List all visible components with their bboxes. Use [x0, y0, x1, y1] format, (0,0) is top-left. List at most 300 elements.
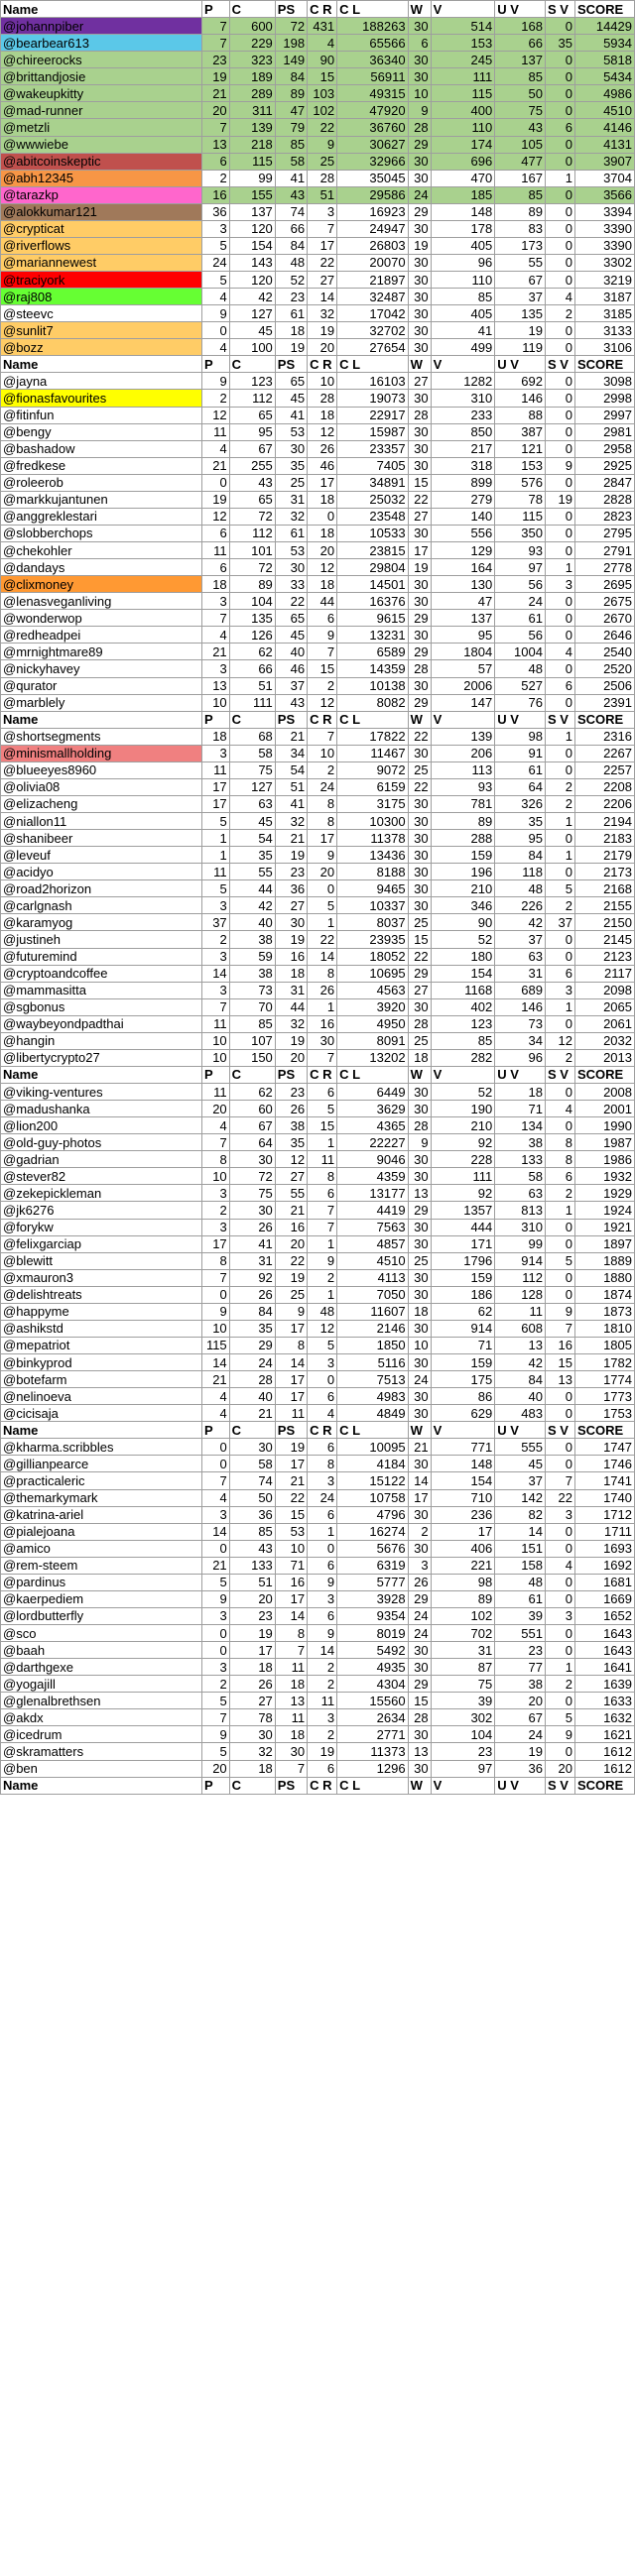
column-header: U V	[495, 1, 546, 18]
value-cell-c-r: 3	[308, 1354, 337, 1371]
column-header: Name	[1, 1, 202, 18]
username-cell: @jayna	[1, 373, 202, 390]
column-header: C R	[308, 1777, 337, 1794]
value-cell-s-v: 5	[545, 1709, 574, 1726]
value-cell-p: 3	[202, 1659, 230, 1676]
value-cell-w: 30	[408, 1084, 431, 1101]
username-cell: @nickyhavey	[1, 660, 202, 677]
value-cell-c: 120	[229, 220, 275, 237]
value-cell-u-v: 67	[495, 1709, 546, 1726]
column-header: P	[202, 1, 230, 18]
value-cell-v: 104	[431, 1726, 495, 1743]
value-cell-c-r: 6	[308, 1388, 337, 1405]
value-cell-c: 107	[229, 1032, 275, 1049]
column-header: W	[408, 1777, 431, 1794]
value-cell-ps: 44	[275, 998, 307, 1015]
value-cell-score: 4131	[574, 136, 634, 153]
value-cell-ps: 32	[275, 508, 307, 525]
value-cell-w: 30	[408, 1235, 431, 1252]
column-header: C R	[308, 1422, 337, 1439]
value-cell-v: 111	[431, 68, 495, 85]
value-cell-c: 30	[229, 1726, 275, 1743]
value-cell-u-v: 61	[495, 610, 546, 627]
value-cell-c: 85	[229, 1015, 275, 1032]
value-cell-score: 3106	[574, 339, 634, 356]
table-row	[1, 660, 635, 677]
value-cell-c: 59	[229, 948, 275, 965]
username-cell: @metzli	[1, 119, 202, 136]
column-header: W	[408, 356, 431, 373]
value-cell-v: 1804	[431, 644, 495, 660]
value-cell-c: 43	[229, 1540, 275, 1557]
value-cell-v: 130	[431, 576, 495, 593]
value-cell-ps: 22	[275, 593, 307, 610]
value-cell-ps: 27	[275, 1168, 307, 1185]
value-cell-s-v: 4	[545, 1101, 574, 1117]
value-cell-score: 1621	[574, 1726, 634, 1743]
value-cell-u-v: 692	[495, 373, 546, 390]
table-row	[1, 965, 635, 982]
table-row	[1, 1084, 635, 1101]
username-cell: @waybeyondpadthai	[1, 1015, 202, 1032]
value-cell-c: 67	[229, 440, 275, 457]
value-cell-ps: 38	[275, 1117, 307, 1134]
value-cell-ps: 32	[275, 1015, 307, 1032]
value-cell-score: 1681	[574, 1574, 634, 1590]
value-cell-ps: 40	[275, 644, 307, 660]
value-cell-s-v: 5	[545, 880, 574, 897]
table-row	[1, 998, 635, 1015]
value-cell-p: 21	[202, 644, 230, 660]
value-cell-s-v: 0	[545, 102, 574, 119]
value-cell-c: 85	[229, 1523, 275, 1540]
value-cell-s-v: 6	[545, 1168, 574, 1185]
value-cell-c-l: 4563	[337, 982, 409, 998]
value-cell-c-l: 32966	[337, 153, 409, 170]
header-row	[1, 1, 635, 18]
value-cell-c-r: 28	[308, 390, 337, 407]
table-row	[1, 1235, 635, 1252]
value-cell-ps: 31	[275, 982, 307, 998]
value-cell-c-l: 22917	[337, 407, 409, 423]
value-cell-c-r: 20	[308, 864, 337, 880]
value-cell-v: 190	[431, 1101, 495, 1117]
value-cell-c-r: 22	[308, 254, 337, 271]
table-row	[1, 1590, 635, 1607]
value-cell-score: 2695	[574, 576, 634, 593]
value-cell-c-l: 32702	[337, 322, 409, 339]
value-cell-v: 89	[431, 1590, 495, 1607]
value-cell-v: 310	[431, 390, 495, 407]
value-cell-v: 57	[431, 660, 495, 677]
value-cell-score: 5934	[574, 35, 634, 52]
value-cell-ps: 18	[275, 965, 307, 982]
value-cell-p: 14	[202, 1354, 230, 1371]
value-cell-p: 3	[202, 897, 230, 914]
value-cell-p: 19	[202, 491, 230, 508]
value-cell-v: 75	[431, 1676, 495, 1693]
value-cell-ps: 8	[275, 1625, 307, 1642]
value-cell-s-v: 0	[545, 203, 574, 220]
value-cell-s-v: 0	[545, 1405, 574, 1422]
value-cell-w: 30	[408, 1320, 431, 1337]
value-cell-ps: 85	[275, 136, 307, 153]
username-cell: @old-guy-photos	[1, 1134, 202, 1151]
table-row	[1, 610, 635, 627]
value-cell-c: 29	[229, 1337, 275, 1353]
value-cell-v: 175	[431, 1371, 495, 1388]
value-cell-score: 1633	[574, 1693, 634, 1709]
value-cell-s-v: 0	[545, 136, 574, 153]
value-cell-p: 6	[202, 525, 230, 541]
column-header: Name	[1, 1422, 202, 1439]
value-cell-p: 10	[202, 1049, 230, 1066]
value-cell-c: 112	[229, 390, 275, 407]
username-cell: @minismallholding	[1, 745, 202, 761]
value-cell-c-l: 9072	[337, 761, 409, 778]
value-cell-c-l: 10695	[337, 965, 409, 982]
value-cell-w: 30	[408, 440, 431, 457]
value-cell-s-v: 35	[545, 35, 574, 52]
value-cell-score: 2958	[574, 440, 634, 457]
value-cell-c-l: 10300	[337, 813, 409, 830]
username-cell: @olivia08	[1, 778, 202, 795]
value-cell-c-l: 8188	[337, 864, 409, 880]
column-header: U V	[495, 1777, 546, 1794]
value-cell-score: 2316	[574, 728, 634, 745]
username-cell: @raj808	[1, 289, 202, 305]
value-cell-c: 54	[229, 830, 275, 847]
value-cell-c: 31	[229, 1252, 275, 1269]
value-cell-p: 3	[202, 1185, 230, 1202]
value-cell-c-l: 16274	[337, 1523, 409, 1540]
value-cell-c-r: 15	[308, 1117, 337, 1134]
value-cell-score: 2506	[574, 677, 634, 694]
value-cell-s-v: 0	[545, 1743, 574, 1760]
value-cell-ps: 36	[275, 880, 307, 897]
value-cell-ps: 65	[275, 373, 307, 390]
value-cell-c: 66	[229, 660, 275, 677]
value-cell-c: 137	[229, 203, 275, 220]
value-cell-c: 133	[229, 1557, 275, 1574]
value-cell-w: 27	[408, 982, 431, 998]
value-cell-ps: 17	[275, 1456, 307, 1472]
value-cell-u-v: 97	[495, 559, 546, 576]
column-header: C L	[337, 1, 409, 18]
value-cell-v: 115	[431, 85, 495, 102]
value-cell-v: 86	[431, 1388, 495, 1405]
value-cell-c: 89	[229, 576, 275, 593]
value-cell-p: 10	[202, 1032, 230, 1049]
value-cell-w: 30	[408, 170, 431, 186]
value-cell-ps: 53	[275, 423, 307, 440]
value-cell-v: 92	[431, 1134, 495, 1151]
value-cell-p: 5	[202, 237, 230, 254]
value-cell-c: 35	[229, 847, 275, 864]
table-row	[1, 576, 635, 593]
table-row	[1, 186, 635, 203]
value-cell-c-l: 7405	[337, 457, 409, 474]
value-cell-u-v: 153	[495, 457, 546, 474]
value-cell-score: 2823	[574, 508, 634, 525]
table-row	[1, 1371, 635, 1388]
column-header: W	[408, 1066, 431, 1083]
value-cell-c-l: 29804	[337, 559, 409, 576]
value-cell-w: 30	[408, 1354, 431, 1371]
value-cell-c: 111	[229, 694, 275, 711]
value-cell-score: 2150	[574, 914, 634, 931]
value-cell-score: 2032	[574, 1032, 634, 1049]
value-cell-c-r: 4	[308, 35, 337, 52]
value-cell-c: 30	[229, 1151, 275, 1168]
value-cell-c: 75	[229, 761, 275, 778]
value-cell-s-v: 0	[545, 254, 574, 271]
value-cell-s-v: 37	[545, 914, 574, 931]
value-cell-c: 73	[229, 982, 275, 998]
value-cell-c: 58	[229, 1456, 275, 1472]
value-cell-c-r: 24	[308, 778, 337, 795]
value-cell-u-v: 73	[495, 1015, 546, 1032]
value-cell-w: 9	[408, 1134, 431, 1151]
value-cell-v: 180	[431, 948, 495, 965]
value-cell-ps: 72	[275, 18, 307, 35]
table-row	[1, 1472, 635, 1489]
table-row	[1, 1101, 635, 1117]
value-cell-score: 1741	[574, 1472, 634, 1489]
column-header: Name	[1, 711, 202, 728]
username-cell: @alokkumar121	[1, 203, 202, 220]
value-cell-score: 3302	[574, 254, 634, 271]
value-cell-p: 37	[202, 914, 230, 931]
value-cell-c-r: 7	[308, 220, 337, 237]
value-cell-p: 3	[202, 1607, 230, 1624]
value-cell-u-v: 119	[495, 339, 546, 356]
value-cell-w: 30	[408, 339, 431, 356]
table-row	[1, 897, 635, 914]
value-cell-score: 1612	[574, 1743, 634, 1760]
username-cell: @jk6276	[1, 1202, 202, 1219]
column-header: S V	[545, 1777, 574, 1794]
value-cell-c-l: 2146	[337, 1320, 409, 1337]
value-cell-w: 30	[408, 1219, 431, 1235]
value-cell-score: 3394	[574, 203, 634, 220]
value-cell-s-v: 0	[545, 1439, 574, 1456]
value-cell-u-v: 813	[495, 1202, 546, 1219]
value-cell-s-v: 1	[545, 1659, 574, 1676]
value-cell-v: 129	[431, 542, 495, 559]
value-cell-ps: 16	[275, 1219, 307, 1235]
value-cell-c-r: 12	[308, 559, 337, 576]
value-cell-u-v: 85	[495, 68, 546, 85]
value-cell-score: 2540	[574, 644, 634, 660]
value-cell-score: 3133	[574, 322, 634, 339]
value-cell-s-v: 1	[545, 847, 574, 864]
value-cell-p: 3	[202, 982, 230, 998]
value-cell-u-v: 38	[495, 1134, 546, 1151]
value-cell-v: 710	[431, 1489, 495, 1506]
value-cell-p: 18	[202, 728, 230, 745]
username-cell: @rem-steem	[1, 1557, 202, 1574]
username-cell: @marblely	[1, 694, 202, 711]
value-cell-s-v: 20	[545, 1760, 574, 1777]
value-cell-ps: 53	[275, 542, 307, 559]
value-cell-u-v: 55	[495, 254, 546, 271]
value-cell-c-l: 4950	[337, 1015, 409, 1032]
table-row	[1, 525, 635, 541]
value-cell-ps: 7	[275, 1642, 307, 1659]
value-cell-c: 45	[229, 813, 275, 830]
value-cell-s-v: 9	[545, 1726, 574, 1743]
username-cell: @blewitt	[1, 1252, 202, 1269]
value-cell-w: 19	[408, 559, 431, 576]
value-cell-c-l: 11378	[337, 830, 409, 847]
value-cell-w: 3	[408, 1557, 431, 1574]
value-cell-ps: 65	[275, 610, 307, 627]
value-cell-w: 29	[408, 203, 431, 220]
value-cell-c-l: 26803	[337, 237, 409, 254]
value-cell-ps: 11	[275, 1709, 307, 1726]
value-cell-s-v: 0	[545, 525, 574, 541]
value-cell-p: 0	[202, 322, 230, 339]
value-cell-c-r: 1	[308, 1134, 337, 1151]
table-row	[1, 1523, 635, 1540]
value-cell-ps: 16	[275, 1574, 307, 1590]
value-cell-p: 2	[202, 390, 230, 407]
value-cell-ps: 17	[275, 1320, 307, 1337]
username-cell: @traciyork	[1, 272, 202, 289]
value-cell-c: 139	[229, 119, 275, 136]
value-cell-score: 1897	[574, 1235, 634, 1252]
value-cell-c: 104	[229, 593, 275, 610]
value-cell-c-l: 8091	[337, 1032, 409, 1049]
value-cell-s-v: 0	[545, 390, 574, 407]
username-cell: @bearbear613	[1, 35, 202, 52]
value-cell-p: 11	[202, 542, 230, 559]
value-cell-c: 75	[229, 1185, 275, 1202]
value-cell-c-r: 2	[308, 1726, 337, 1743]
value-cell-score: 1753	[574, 1405, 634, 1422]
value-cell-s-v: 0	[545, 52, 574, 68]
value-cell-u-v: 19	[495, 322, 546, 339]
value-cell-u-v: 63	[495, 948, 546, 965]
value-cell-c-r: 46	[308, 457, 337, 474]
value-cell-w: 28	[408, 1015, 431, 1032]
value-cell-p: 9	[202, 1590, 230, 1607]
column-header: C L	[337, 356, 409, 373]
value-cell-c: 38	[229, 965, 275, 982]
value-cell-p: 4	[202, 1405, 230, 1422]
value-cell-score: 2183	[574, 830, 634, 847]
table-row	[1, 1693, 635, 1709]
value-cell-c-l: 11467	[337, 745, 409, 761]
table-row	[1, 68, 635, 85]
username-cell: @futuremind	[1, 948, 202, 965]
value-cell-u-v: 158	[495, 1557, 546, 1574]
value-cell-w: 30	[408, 457, 431, 474]
username-cell: @kaerpediem	[1, 1590, 202, 1607]
value-cell-p: 11	[202, 423, 230, 440]
value-cell-p: 5	[202, 813, 230, 830]
value-cell-c-r: 12	[308, 694, 337, 711]
value-cell-ps: 33	[275, 576, 307, 593]
value-cell-score: 4146	[574, 119, 634, 136]
value-cell-p: 17	[202, 778, 230, 795]
value-cell-score: 1880	[574, 1269, 634, 1286]
value-cell-c: 24	[229, 1354, 275, 1371]
username-cell: @yogajill	[1, 1676, 202, 1693]
column-header: V	[431, 1066, 495, 1083]
value-cell-s-v: 4	[545, 644, 574, 660]
value-cell-u-v: 914	[495, 1252, 546, 1269]
value-cell-score: 1643	[574, 1625, 634, 1642]
value-cell-p: 7	[202, 1472, 230, 1489]
table-row	[1, 1726, 635, 1743]
value-cell-c: 84	[229, 1303, 275, 1320]
username-cell: @bengy	[1, 423, 202, 440]
table-row	[1, 778, 635, 795]
username-cell: @anggreklestari	[1, 508, 202, 525]
value-cell-w: 28	[408, 407, 431, 423]
value-cell-s-v: 0	[545, 1286, 574, 1303]
value-cell-p: 9	[202, 1303, 230, 1320]
value-cell-u-v: 1004	[495, 644, 546, 660]
table-row	[1, 1320, 635, 1337]
value-cell-s-v: 0	[545, 864, 574, 880]
value-cell-score: 2778	[574, 559, 634, 576]
value-cell-w: 30	[408, 52, 431, 68]
value-cell-u-v: 142	[495, 1489, 546, 1506]
table-row	[1, 1439, 635, 1456]
value-cell-c-l: 17822	[337, 728, 409, 745]
table-row	[1, 1607, 635, 1624]
value-cell-c: 311	[229, 102, 275, 119]
table-row	[1, 542, 635, 559]
value-cell-s-v: 3	[545, 1506, 574, 1523]
table-row	[1, 1676, 635, 1693]
value-cell-s-v: 0	[545, 694, 574, 711]
value-cell-c-l: 22227	[337, 1134, 409, 1151]
value-cell-score: 1929	[574, 1185, 634, 1202]
value-cell-ps: 17	[275, 1388, 307, 1405]
value-cell-c-r: 8	[308, 1168, 337, 1185]
value-cell-p: 3	[202, 1219, 230, 1235]
value-cell-u-v: 39	[495, 1607, 546, 1624]
value-cell-s-v: 0	[545, 931, 574, 948]
value-cell-s-v: 6	[545, 965, 574, 982]
value-cell-ps: 18	[275, 322, 307, 339]
value-cell-v: 92	[431, 1185, 495, 1202]
value-cell-c-r: 2	[308, 1269, 337, 1286]
value-cell-p: 12	[202, 407, 230, 423]
value-cell-c-l: 14359	[337, 660, 409, 677]
value-cell-u-v: 37	[495, 1472, 546, 1489]
value-cell-v: 2006	[431, 677, 495, 694]
username-cell: @steevc	[1, 305, 202, 322]
username-cell: @tarazkp	[1, 186, 202, 203]
username-cell: @cryptoandcoffee	[1, 965, 202, 982]
value-cell-c-l: 15987	[337, 423, 409, 440]
value-cell-s-v: 0	[545, 1235, 574, 1252]
value-cell-v: 702	[431, 1625, 495, 1642]
value-cell-c-r: 7	[308, 1219, 337, 1235]
value-cell-s-v: 0	[545, 18, 574, 35]
value-cell-w: 27	[408, 508, 431, 525]
value-cell-u-v: 477	[495, 153, 546, 170]
value-cell-c: 101	[229, 542, 275, 559]
value-cell-u-v: 48	[495, 880, 546, 897]
value-cell-ps: 41	[275, 170, 307, 186]
value-cell-c: 28	[229, 1371, 275, 1388]
